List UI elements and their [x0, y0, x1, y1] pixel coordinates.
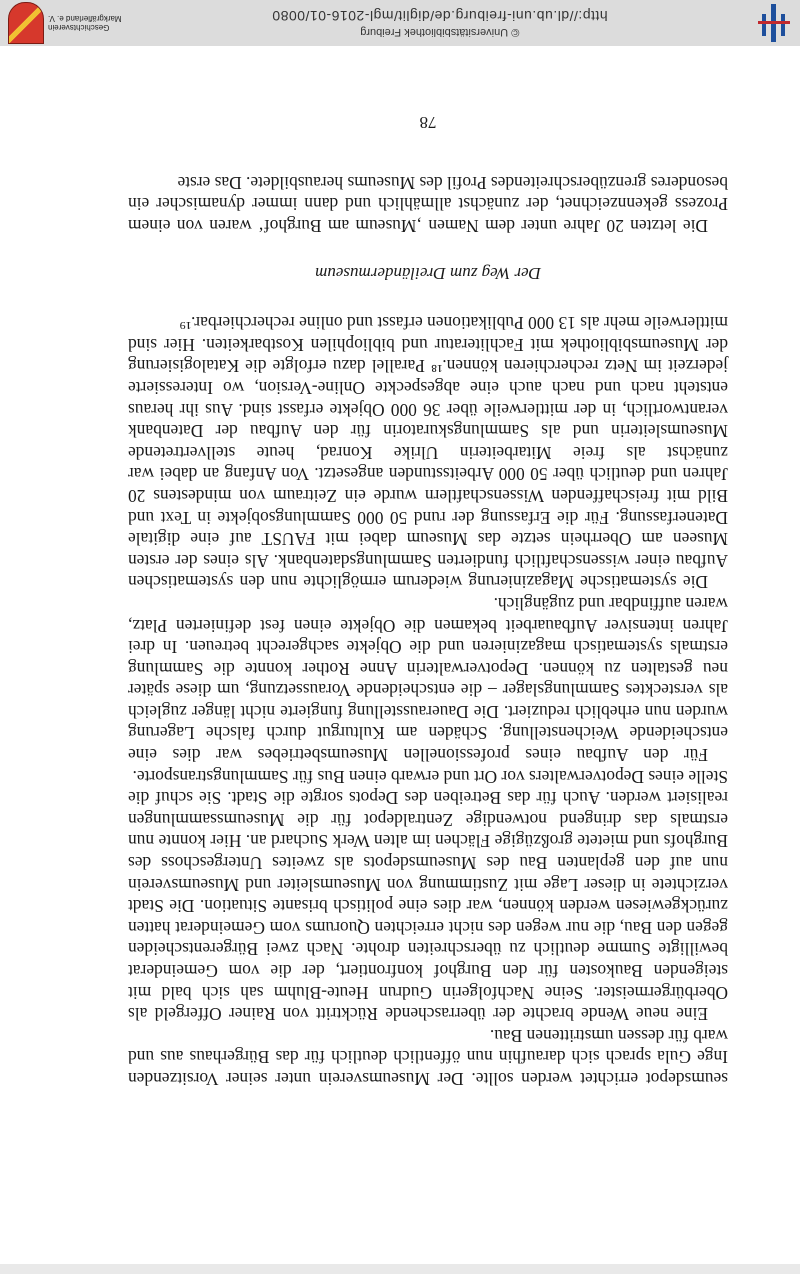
- citation-block: [272, 8, 608, 38]
- society-name-line1: Geschichtsverein: [48, 23, 110, 32]
- paragraph-continuation: seumsdepot errichtet werden sollte. Der Museumsverein unter seiner Vorsitzenden Inge Gula sprach sich daraufhin nun öffentlich deutlich für das Bürgerhaus aus und warb für dessen umstrittenen Bau.: [128, 1025, 728, 1089]
- paragraph-weichenstellung: Für den Aufbau eines professionellen Museumsbetriebes war dies eine entscheidende Weichenstellung. Schäden am Kulturgut durch falsche Lagerung wurden nun erheblich reduziert. Die Dauerausstellung fungierte nicht länger zugleich als verstecktes Sammlungslager – die entscheidende Voraussetzung, um diese später neu gestalten zu können. Depotverwalterin Anne Rother konnte die Sammlung erstmals systematisch magazinieren und die Objekte sachgerecht betreuen. In drei Jahren intensiver Aufbauarbeit bekamen die Objekte einen fest definierten Platz, waren auffindbar und zugänglich.: [128, 593, 728, 766]
- society-logo: [8, 2, 122, 44]
- bottom-strip: [0, 1264, 800, 1274]
- society-name-line2: Markgräflerland e. V.: [48, 14, 122, 23]
- paragraph-letzte-jahre: Die letzten 20 Jahre unter dem Namen ‚Museum am Burghof‘ waren von einem Prozess gekennzeichnet, der zunächst allmählich und dann immer dynamischer ein besonderes grenzüberschreitendes Profil des Museums herausbildete. Das erste: [128, 172, 728, 237]
- section-heading: Der Weg zum Dreiländermuseum: [315, 263, 541, 283]
- document-body: [128, 74, 728, 1089]
- paragraph-wende: Eine neue Wende brachte der überraschende Rücktritt von Rainer Offergeld als Oberbürgermeister. Seine Nachfolgerin Gudrun Heute-Bluhm sah sich bald mit steigenden Baukosten für den Burghof konfrontiert, der die vom Gemeinderat bewilligte Summe deutlich zu überschreiten drohte. Nach zwei Bürgerentscheiden gegen den Bau, die nur wegen des nicht erreichten Quorums vom Gemeinderat hatten zurückgewiesen werden können, war dies eine politisch brisante Situation. Die Stadt verzichtete in dieser Lage mit Zustimmung von Museumsleiter und Museumsverein nun auf den geplanten Bau des Museumsdepots als zweites Untergeschoss des Burghofs und mietete großzügige Flächen im alten Werk Suchard an. Hier konnte nun erstmals das dringend notwendige Zentraldepot für die Museumssammlungen realisiert werden. Auch für das Betreiben des Depots sorgte die Stadt. Sie schuf die Stelle eines Depotverwalters vor Ort und erwarb einen Bus für Sammlungstransporte.: [128, 766, 728, 1025]
- header-bar: [0, 0, 800, 46]
- university-library-logo-icon: [758, 4, 792, 42]
- paragraph-magazinierung: Die systematische Magazinierung wiederum ermöglichte nun den systematischen Aufbau einer wissenschaftlich fundierten Sammlungsdatenbank. Als eines der ersten Museen am Oberrhein setzte das Museum dabei mit FAUST auf eine digitale Datenerfassung. Für die Erfassung der rund 50 000 Sammlungsobjekte in Text und Bild mit freischaffenden Wissenschaftlern wurde ein Zeitraum von mindestens 20 Jahren und deutlich über 50 000 Arbeitsstunden angesetzt. Von Anfang an dabei war zunächst als freie Mitarbeiterin Ulrike Konrad, heute stellvertretende Museumsleiterin und als Sammlungskuratorin für den Aufbau der Datenbank verantwortlich, in der mittlerweile über 36 000 Objekte erfasst sind. Aus ihr heraus entsteht nach und nach auch eine abgespeckte Online-Version, wo Interessierte jederzeit im Netz recherchieren können.¹⁸ Parallel dazu erfolgte die Katalogisierung der Museumsbibliothek mit Fachliteratur und bibliophilen Kostbarkeiten. Hier sind mittlerweile mehr als 13 000 Publikationen erfasst und online recherchierbar.¹⁹: [128, 313, 728, 593]
- coat-of-arms-icon: [8, 2, 44, 44]
- copyright-text: © Universitätsbibliothek Freiburg: [360, 26, 520, 38]
- page-number: 78: [419, 113, 437, 133]
- permalink-url[interactable]: http://dl.ub.uni-freiburg.de/diglit/mgl-2016-01/0080: [271, 8, 608, 24]
